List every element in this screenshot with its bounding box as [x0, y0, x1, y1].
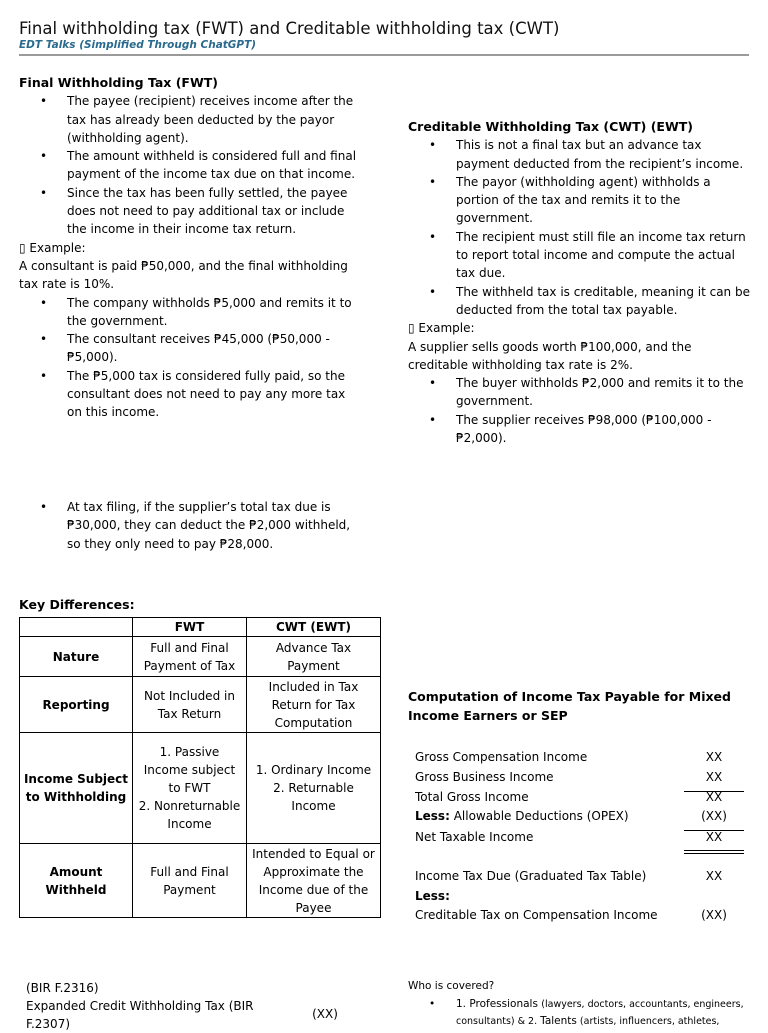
- list-item: • The ₱5,000 tax is considered fully paid, so the consultant does not need to pay any more tax on this income.: [19, 367, 359, 422]
- computation-row: [415, 869, 745, 887]
- cell-line: 1. Ordinary Income: [255, 763, 372, 777]
- cwt-heading: Creditable Withholding Tax (CWT) (EWT): [408, 119, 693, 134]
- list-item: [408, 996, 753, 1030]
- list-item: • The payor (withholding agent) withholds a portion of the tax and remits it to the government.: [408, 173, 750, 228]
- cell-line: 1. Passive Income subject to FWT: [143, 745, 236, 795]
- cell-line: 2. Returnable Income: [273, 781, 354, 813]
- list-item: • The company withholds ₱5,000 and remits it to the government.: [19, 294, 359, 331]
- row-value: (XX): [701, 908, 727, 922]
- table-header-cell: [20, 618, 133, 637]
- row-label: Nature: [20, 637, 133, 677]
- row-label: Reporting: [20, 677, 133, 733]
- row-label: Net Taxable Income: [415, 830, 534, 844]
- computation-row: [415, 889, 745, 907]
- who-covered-heading: Who is covered?: [408, 980, 495, 992]
- covered-text: 1. Professionals: [456, 998, 542, 1010]
- computation-row: [415, 830, 745, 848]
- bir-forms-value: (XX): [312, 1007, 338, 1021]
- covered-bullet-list: [408, 996, 753, 1030]
- fwt-example-text: A consultant is paid ₱50,000, and the final withholding tax rate is 10%.: [19, 258, 348, 292]
- cwt-extra-list: [19, 498, 359, 553]
- list-item: • The consultant receives ₱45,000 (₱50,000 - ₱5,000).: [19, 330, 359, 367]
- computation-table: [415, 750, 750, 930]
- table-header-cell: CWT (EWT): [247, 618, 381, 637]
- table-header-row: [20, 618, 381, 637]
- table-row: [20, 733, 381, 844]
- row-value: XX: [705, 770, 723, 784]
- cwt-bullet-list: [408, 136, 750, 319]
- list-item: • The buyer withholds ₱2,000 and remits it to the government.: [408, 374, 750, 411]
- list-item: • The payee (recipient) receives income after the tax has already been deducted by the payor (withholding agent).: [19, 92, 359, 147]
- bir-forms-text: [26, 979, 326, 1033]
- covered-list: [408, 996, 753, 1030]
- cell-line: 2. Nonreturnable Income: [138, 799, 241, 831]
- list-item: • The supplier receives ₱98,000 (₱100,000 - ₱2,000).: [408, 411, 750, 448]
- table-cell: Intended to Equal or Approximate the Income due of the Payee: [247, 844, 381, 918]
- list-item: • The withheld tax is creditable, meaning it can be deducted from the total tax payable.: [408, 283, 750, 320]
- table-row: [20, 677, 381, 733]
- table-cell: [133, 733, 247, 844]
- list-item: • The recipient must still file an income tax return to report total income and compute the actual tax due.: [408, 228, 750, 283]
- total-line: [684, 850, 744, 851]
- row-label: Creditable Tax on Compensation Income: [415, 908, 658, 922]
- cwt-section: [408, 118, 750, 447]
- table-cell: [247, 733, 381, 844]
- row-label-text: Allowable Deductions (OPEX): [449, 809, 629, 823]
- row-label: Income Subject to Withholding: [20, 733, 133, 844]
- covered-text: (lawyers, doctors, accountants, engineers,: [541, 999, 744, 1010]
- row-value: XX: [705, 750, 723, 764]
- fwt-bullet-list: [19, 92, 359, 238]
- row-label: Gross Compensation Income: [415, 750, 588, 764]
- fwt-section: [19, 74, 359, 422]
- table-row: [20, 637, 381, 677]
- computation-row: [415, 809, 745, 827]
- covered-text: consultants) & 2.: [456, 1016, 541, 1027]
- less-label: Less:: [415, 809, 450, 823]
- cwt-extra-section: [19, 498, 359, 553]
- cwt-example-label: ▯ Example:: [408, 321, 475, 336]
- title-divider: [19, 54, 749, 56]
- fwt-heading: Final Withholding Tax (FWT): [19, 75, 218, 90]
- list-item: • At tax filing, if the supplier’s total tax due is ₱30,000, they can deduct the ₱2,000 withheld, so they only need to pay ₱28,000.: [19, 498, 359, 553]
- cwt-example-list: [408, 374, 750, 447]
- row-label: Income Tax Due (Graduated Tax Table): [415, 869, 647, 883]
- text-line: Expanded Credit Withholding Tax (BIR: [26, 999, 254, 1013]
- row-value: XX: [705, 790, 723, 804]
- fwt-example-label: ▯ Example:: [19, 240, 86, 255]
- covered-text: Talents: [540, 1015, 577, 1027]
- list-item: • The amount withheld is considered full and final payment of the income tax due on that income.: [19, 147, 359, 184]
- row-label: Gross Business Income: [415, 770, 554, 784]
- computation-row: [415, 790, 745, 808]
- fwt-example-list: [19, 294, 359, 422]
- text-line: (BIR F.2316): [26, 981, 99, 995]
- computation-row: [415, 908, 745, 926]
- list-item: • This is not a final tax but an advance tax payment deducted from the recipient’s income.: [408, 136, 750, 173]
- computation-row: [415, 770, 745, 788]
- table-cell: Not Included in Tax Return: [133, 677, 247, 733]
- row-value: XX: [705, 830, 723, 844]
- total-line: [684, 853, 744, 854]
- table-cell: Full and Final Payment: [133, 844, 247, 918]
- cwt-example-text: A supplier sells goods worth ₱100,000, and the creditable withholding tax rate is 2%.: [408, 339, 692, 372]
- key-differences-table: [19, 617, 381, 918]
- list-item: • Since the tax has been fully settled, the payee does not need to pay additional tax or include the income in their income tax return.: [19, 184, 359, 239]
- table-cell: Advance Tax Payment: [247, 637, 381, 677]
- row-label: Amount Withheld: [20, 844, 133, 918]
- less-label: Less:: [415, 889, 450, 903]
- row-label: Total Gross Income: [415, 790, 529, 804]
- computation-title: Computation of Income Tax Payable for Mixed Income Earners or SEP: [408, 689, 731, 723]
- row-label: [415, 889, 450, 903]
- computation-row: [415, 750, 745, 768]
- key-differences-heading: Key Differences:: [19, 597, 135, 612]
- covered-text: (artists, influencers, athletes,: [576, 1016, 720, 1027]
- row-value: (XX): [701, 809, 727, 823]
- page-title: Final withholding tax (FWT) and Creditable withholding tax (CWT): [19, 19, 560, 38]
- text-line: F.2307): [26, 1017, 71, 1031]
- table-cell: Included in Tax Return for Tax Computation: [247, 677, 381, 733]
- table-row: [20, 844, 381, 918]
- row-label: [415, 809, 629, 823]
- row-value: XX: [705, 869, 723, 883]
- page-subtitle: EDT Talks (Simplified Through ChatGPT): [19, 39, 257, 51]
- table-cell: Full and Final Payment of Tax: [133, 637, 247, 677]
- table-header-cell: FWT: [133, 618, 247, 637]
